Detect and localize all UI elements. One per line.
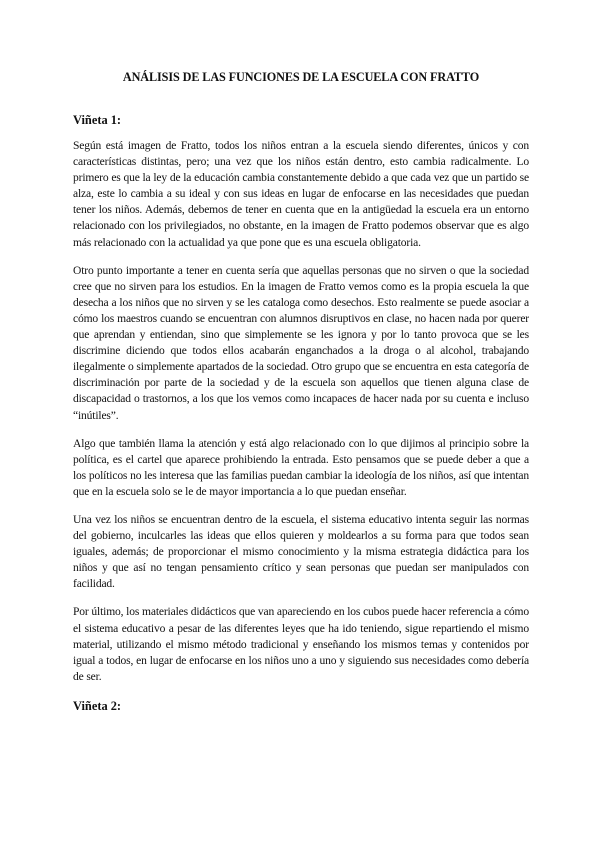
paragraph-4: Una vez los niños se encuentran dentro de la escuela, el sistema educativo intenta seguir las normas del gobierno, inculcarles las ideas que ellos quieren y moldearlos a su forma para que todos sean iguales, además; de proporcionar el mismo conocimiento y la misma estrategia didáctica para los niños y que así no tengan pensamiento crítico y sean personas que puedan ser manipulados con facilidad. (73, 513, 529, 591)
document-title: ANÁLISIS DE LAS FUNCIONES DE LA ESCUELA CON FRATTO (122, 70, 480, 84)
paragraph-1: Según está imagen de Fratto, todos los niños entran a la escuela siendo diferentes, únicos y con características distintas, pero; una vez que los niños están dentro, esto cambia radicalmente. Lo primero es que la ley de la educación cambia constantemente debido a que cada vez que un partido se alza, este lo cambia a su ideal y con sus ideas en lugar de enfocarse en las necesidades que puedan tener los niños. Además, debemos de tener en cuenta que en la antigüedad la escuela era un entorno relacionado con los privilegiados, no obstante, en la imagen de Fratto podemos observar que es algo más relacionado con la actualidad ya que pone que es una escuela obligatoria. (73, 140, 529, 249)
paragraph-5: Por último, los materiales didácticos que van apareciendo en los cubos puede hacer referencia a cómo el sistema educativo a pesar de las diferentes leyes que ha ido teniendo, sigue repartiendo el mismo material, utilizando el mismo método tradicional y enseñando los mismos temas y contenidos por igual a todos, en lugar de enfocarse en los niños uno a uno y siguiendo sus necesidades como debería de ser. (73, 606, 529, 683)
section-heading-vineta-1: Viñeta 1: (73, 113, 122, 127)
paragraph-3: Algo que también llama la atención y está algo relacionado con lo que dijimos al principio sobre la política, es el cartel que aparece prohibiendo la entrada. Esto pensamos que se puede deber a que a los políticos no les interesa que las familias puedan cambiar la ideología de los niños, así que intentan que en la escuela solo se le de mayor importancia a lo que puedan enseñar. (73, 437, 529, 498)
document-page (73, 70, 529, 724)
paragraph-2: Otro punto importante a tener en cuenta sería que aquellas personas que no sirven o que la sociedad cree que no sirven para los estudios. En la imagen de Fratto vemos como es la propia escuela la que desecha a los niños que no sirven y se les cataloga como desechos. Esto realmente se puede asociar a cómo los maestros cuando se encuentran con alumnos disruptivos en clase, no hacen nada por querer que aprendan y entiendan, sino que simplemente se les ignora y por lo tanto provoca que se les discrimine diciendo que todos ellos acabarán enganchados a la droga o al alcohol, trabajando ilegalmente o simplemente apartados de la sociedad. Otro grupo que se encuentra en esta categoría de discriminación por parte de la sociedad y de la escuela son aquellos que tienen alguna clase de discapacidad o trastornos, a los que los vemos como incapaces de hacer nada por su cuenta e incluso “inútiles”. (73, 264, 529, 422)
section-heading-vineta-2: Viñeta 2: (73, 698, 122, 713)
